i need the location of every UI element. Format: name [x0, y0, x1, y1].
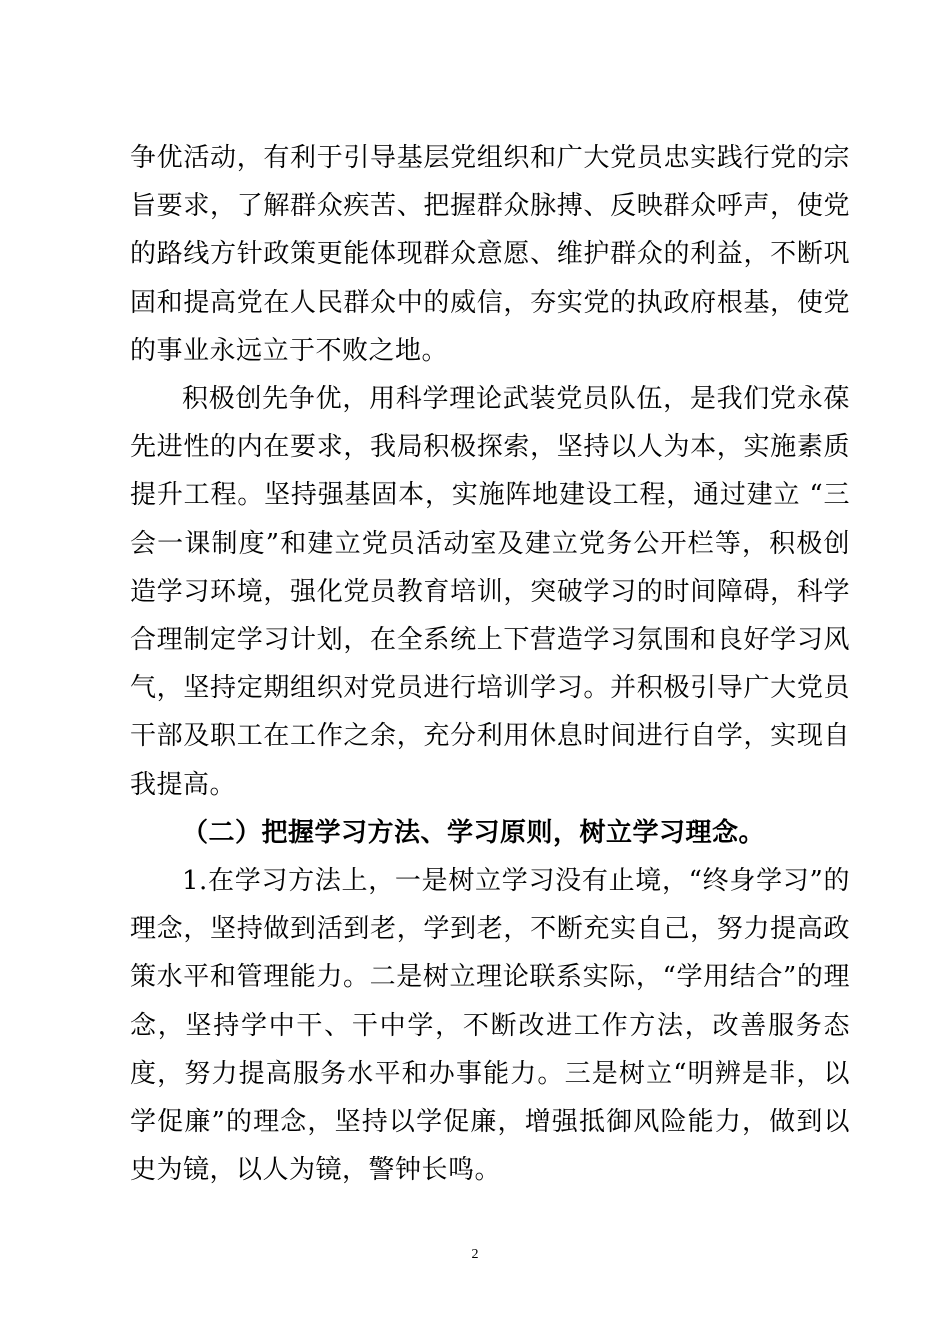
paragraph-innovation: 积极创先争优，用科学理论武装党员队伍，是我们党永葆先进性的内在要求，我局积极探索，坚持以人为本，实施素质提升工程。坚持强基固本，实施阵地建设工程，通过建立 “三会一课制度”和建立党员活动室及建立党务公开栏等，积极创造学习环境，强化党员教育培训，突破学习的时间障碍，科学合理制定学习计划，在全系统上下营造学习氛围和良好学习风气，坚持定期组织对党员进行培训学习。并积极引导广大党员干部及职工在工作之余，充分利用休息时间进行自学，实现自我提高。	[130, 384, 850, 800]
section-heading: （二）把握学习方法、学习原则，树立学习理念。	[182, 817, 766, 848]
paragraph-study-method: 1.在学习方法上，一是树立学习没有止境，“终身学习”的理念，坚持做到活到老，学到老，不断充实自己，努力提高政策水平和管理能力。二是树立理论联系实际，“学用结合”的理念，坚持学中干、干中学，不断改进工作方法，改善服务态度，努力提高服务水平和办事能力。三是树立“明辨是非，以学促廉”的理念，坚持以学促廉，增强抵御风险能力，做到以史为镜，以人为镜，警钟长鸣。	[130, 866, 850, 1186]
page-number: 2	[471, 1247, 479, 1262]
document-body	[130, 134, 850, 1194]
paragraph-continuation: 争优活动，有利于引导基层党组织和广大党员忠实践行党的宗旨要求，了解群众疾苦、把握群众脉搏、反映群众呼声，使党的路线方针政策更能体现群众意愿、维护群众的利益，不断巩固和提高党在人民群众中的威信，夯实党的执政府根基，使党的事业永远立于不败之地。	[130, 143, 850, 366]
